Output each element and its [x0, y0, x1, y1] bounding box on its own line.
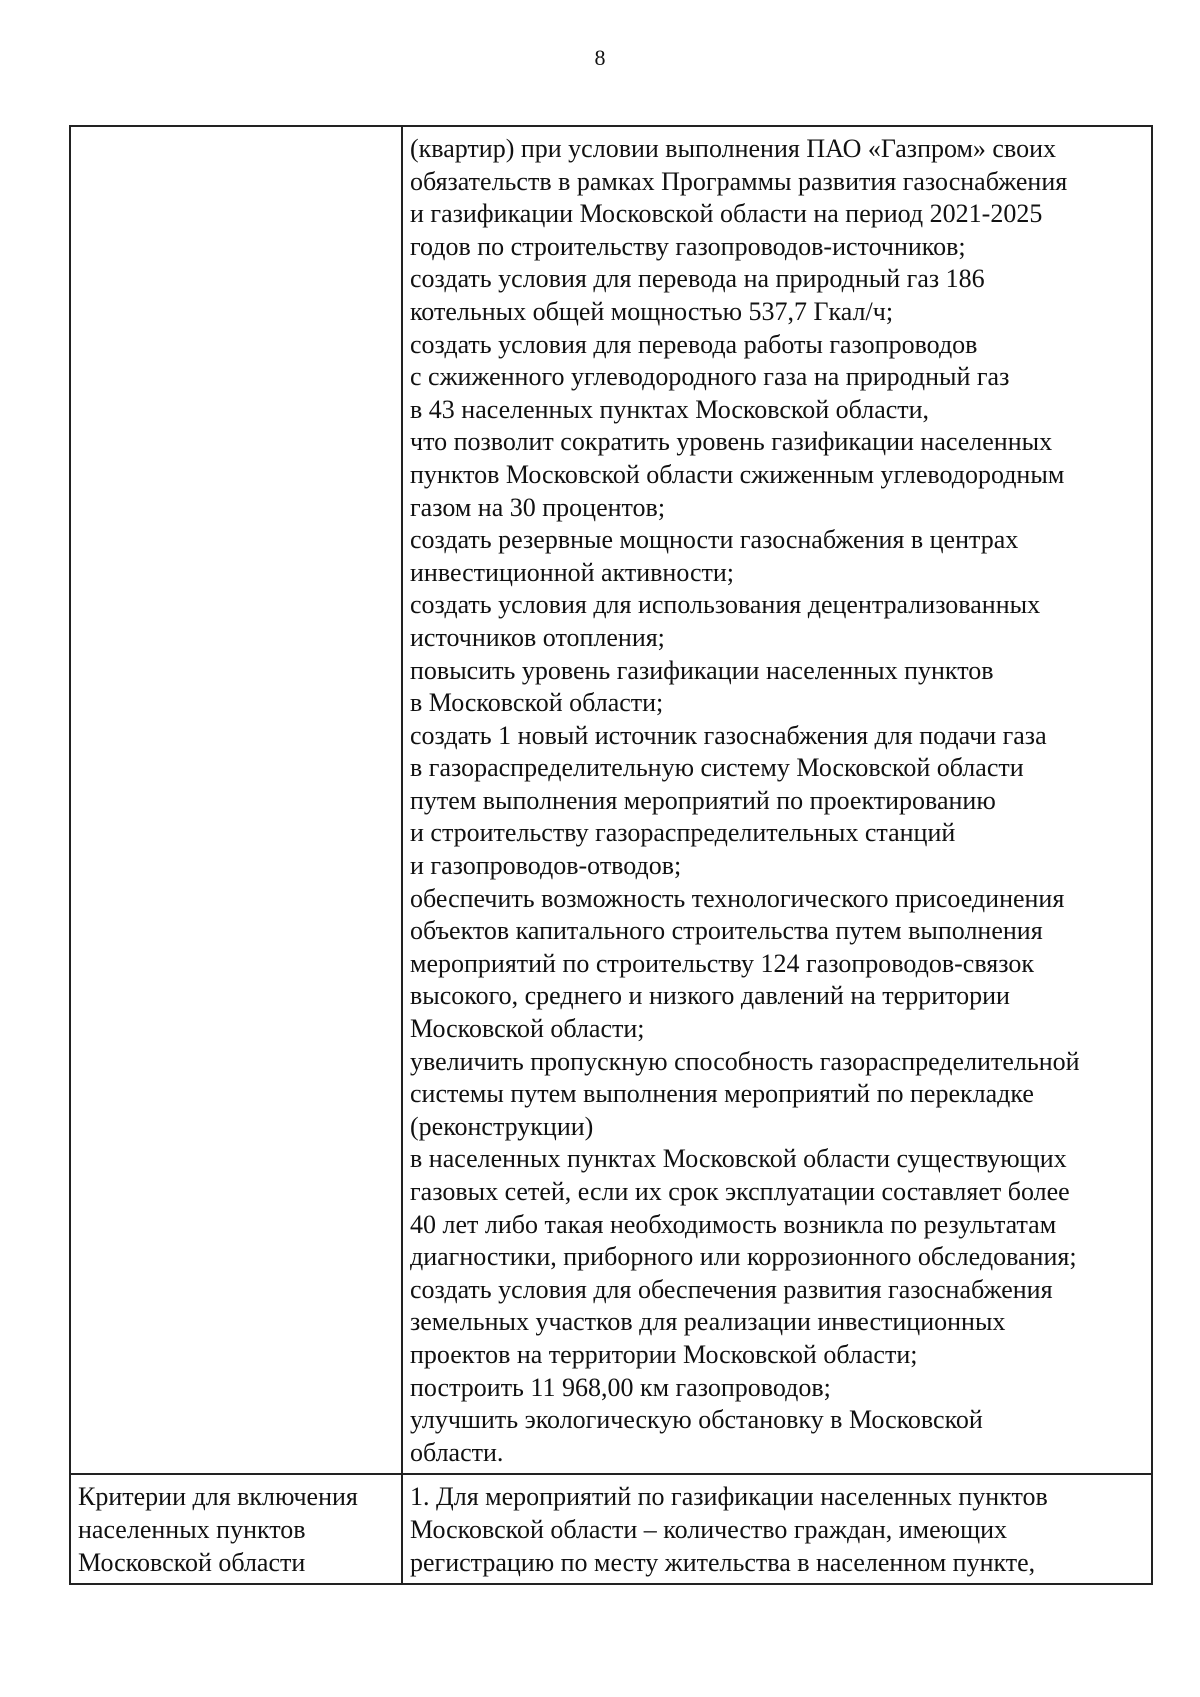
- text-line: котельных общей мощностью 537,7 Гкал/ч;: [410, 296, 894, 326]
- text-line: системы путем выполнения мероприятий по перекладке: [410, 1079, 1034, 1109]
- text-line: в Московской области;: [410, 688, 664, 718]
- table-row: [70, 126, 1152, 1474]
- page-number: 8: [594, 45, 606, 70]
- text-line: диагностики, приборного или коррозионного обследования;: [410, 1242, 1077, 1272]
- text-line: обязательств в рамках Программы развития газоснабжения: [410, 166, 1068, 196]
- text-line: Московской области;: [410, 1014, 645, 1044]
- text-line: улучшить экологическую обстановку в Московской: [410, 1405, 983, 1435]
- text-line: обеспечить возможность технологического присоединения: [410, 883, 1065, 913]
- text-line: мероприятий по строительству 124 газопроводов-связок: [410, 948, 1034, 978]
- text-line: увеличить пропускную способность газораспределительной: [410, 1046, 1080, 1076]
- text-line: в 43 населенных пунктах Московской области,: [410, 394, 930, 424]
- text-line: путем выполнения мероприятий по проектированию: [410, 785, 996, 815]
- text-line: инвестиционной активности;: [410, 557, 735, 587]
- text-line: 1. Для мероприятий по газификации населенных пунктов: [410, 1482, 1048, 1512]
- text-line: пунктов Московской области сжиженным углеводородным: [410, 459, 1065, 489]
- row-label-cell: [70, 126, 402, 1474]
- text-line: создать условия для использования децентрализованных: [410, 590, 1041, 620]
- text-line: создать 1 новый источник газоснабжения для подачи газа: [410, 720, 1047, 750]
- text-line: построить 11 968,00 км газопроводов;: [410, 1372, 831, 1402]
- text-line: создать условия для обеспечения развития газоснабжения: [410, 1274, 1053, 1304]
- text-line: газом на 30 процентов;: [410, 492, 666, 522]
- text-line: земельных участков для реализации инвестиционных: [410, 1307, 1006, 1337]
- text-line: повысить уровень газификации населенных пунктов: [410, 655, 994, 685]
- text-line: Московской области: [78, 1547, 306, 1577]
- text-line: газовых сетей, если их срок эксплуатации составляет более: [410, 1177, 1070, 1206]
- text-line: в газораспределительную систему Московской области: [410, 753, 1024, 783]
- text-line: и строительству газораспределительных станций: [410, 818, 956, 848]
- text-line: создать условия для перевода на природный газ 186: [410, 264, 985, 294]
- text-line: и газификации Московской области на период 2021-2025: [410, 199, 1043, 229]
- text-line: 40 лет либо такая необходимость возникла по результатам: [410, 1209, 1057, 1239]
- text-line: населенных пунктов: [78, 1514, 306, 1544]
- row-content-cell: [402, 126, 1152, 1474]
- text-line: источников отопления;: [410, 622, 665, 652]
- text-line: проектов на территории Московской области;: [410, 1339, 918, 1369]
- text-line: с сжиженного углеводородного газа на природный газ: [410, 362, 1010, 392]
- text-line: области.: [410, 1437, 504, 1467]
- text-line: создать резервные мощности газоснабжения в центрах: [410, 525, 1019, 555]
- text-line: что позволит сократить уровень газификации населенных: [410, 427, 1053, 457]
- text-line: в населенных пунктах Московской области существующих: [410, 1144, 1067, 1174]
- table-row: [70, 1474, 1152, 1584]
- text-line: создать условия для перевода работы газопроводов: [410, 329, 978, 359]
- text-line: Критерии для включения: [78, 1482, 358, 1512]
- content-table: [69, 125, 1153, 1585]
- text-line: (реконструкции): [410, 1111, 594, 1141]
- text-line: и газопроводов-отводов;: [410, 851, 682, 881]
- text-line: Московской области – количество граждан, имеющих: [410, 1514, 1008, 1544]
- text-line: регистрацию по месту жительства в населенном пункте,: [410, 1547, 1036, 1577]
- text-line: объектов капитального строительства путем выполнения: [410, 916, 1043, 946]
- row-content-cell: [402, 1474, 1152, 1584]
- text-line: (квартир) при условии выполнения ПАО «Газпром» своих: [410, 134, 1056, 163]
- text-line: годов по строительству газопроводов-источников;: [410, 231, 966, 261]
- row-label-cell: [70, 1474, 402, 1584]
- text-line: высокого, среднего и низкого давлений на территории: [410, 981, 1010, 1011]
